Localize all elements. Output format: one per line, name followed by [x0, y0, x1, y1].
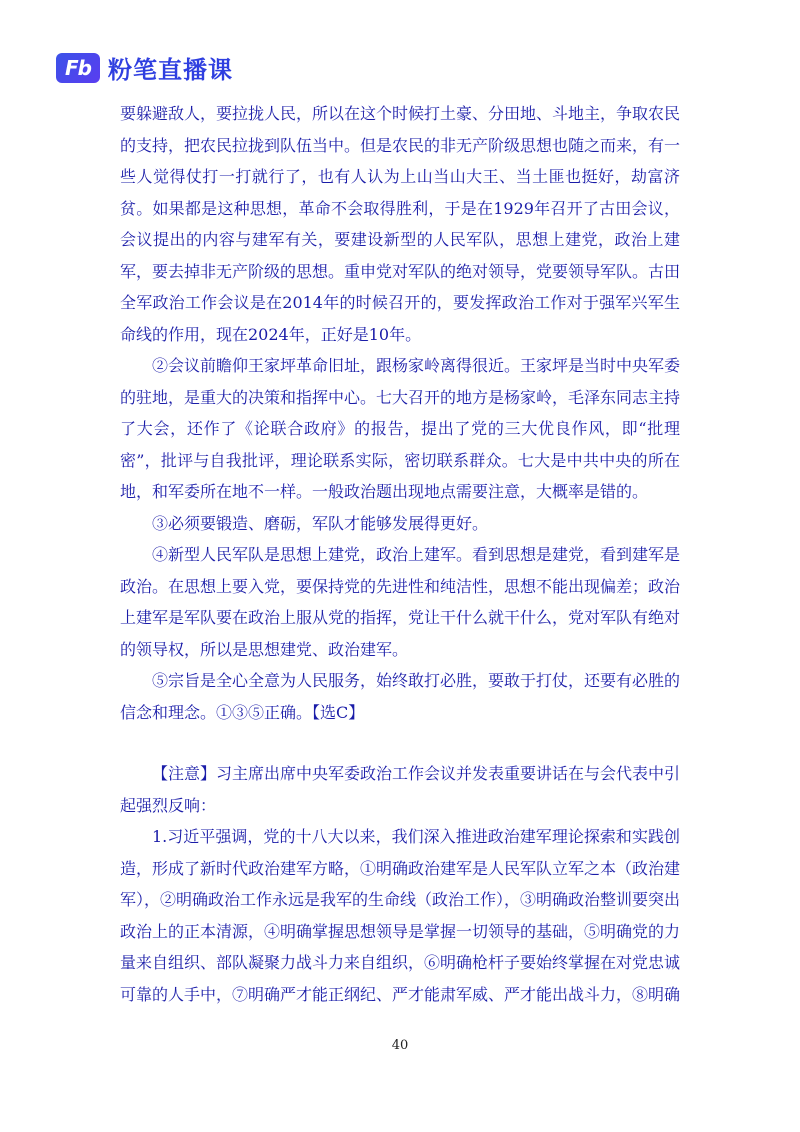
brand-logo: Fb [56, 53, 100, 83]
note-paragraph: 【注意】习主席出席中央军委政治工作会议并发表重要讲话在与会代表中引起强烈反响： [120, 764, 681, 815]
paragraph-1: 要躲避敌人，要拉拢人民，所以在这个时候打土豪、分田地、斗地主，争取农民的支持，把农民拉拢到队伍当中。但是农民的非无产阶级思想也随之而来，有一些人觉得仗打一打就行了，也有人认为上山当山大王、当土匪也挺好，劫富济贫。如果都是这种思想，革命不会取得胜利，于是在1929年召开了古田会议，会议提出的内容与建军有关，要建设新型的人民军队，思想上建党，政治上建军，要去掉非无产阶级的思想。重申党对军队的绝对领导，党要领导军队。古田全军政治工作会议是在2014年的时候召开的，要发挥政治工作对于强军兴军生命线的作用，现在2024年，正好是10年。 [120, 104, 681, 344]
paragraph-3: ③必须要锻造、磨砺，军队才能够发展得更好。 [152, 513, 489, 533]
paragraph-2: ②会议前瞻仰王家坪革命旧址，跟杨家岭离得很近。王家坪是当时中央军委的驻地，是重大的决策和指挥中心。七大召开的地方是杨家岭，毛泽东同志主持了大会，还作了《论联合政府》的报告，提出了党的三大优良作风，即“批理密”，批评与自我批评，理论联系实际，密切联系群众。七大是中共中央的所在地，和军委所在地不一样。一般政治题出现地点需要注意，大概率是错的。 [120, 356, 681, 501]
header [56, 50, 233, 85]
paragraph-7: 1.习近平强调，党的十八大以来，我们深入推进政治建军理论探索和实践创造，形成了新时代政治建军方略，①明确政治建军是人民军队立军之本（政治建军），②明确政治工作永远是我军的生命线（政治工作），③明确政治整训要突出政治上的正本清源，④明确掌握思想领导是掌握一切领导的基础，⑤明确党的力量来自组织、部队凝聚力战斗力来自组织，⑥明确枪杆子要始终掌握在对党忠诚可靠的人手中，⑦明确严才能正纲纪、严才能肃军威、严才能出战斗力，⑧明确 [120, 827, 681, 1004]
brand-name: 粉笔直播课 [108, 56, 233, 84]
page-number: 40 [391, 1038, 409, 1053]
body-text [120, 98, 680, 1010]
paragraph-4: ④新型人民军队是思想上建党，政治上建军。看到思想是建党，看到建军是政治。在思想上要入党，要保持党的先进性和纯洁性，思想不能出现偏差；政治上建军是军队要在政治上服从党的指挥，党让干什么就干什么，党对军队有绝对的领导权，所以是思想建党、政治建军。 [120, 545, 681, 659]
paragraph-5: ⑤宗旨是全心全意为人民服务，始终敢打必胜，要敢于打仗，还要有必胜的信念和理念。①③⑤正确。【选C】 [120, 671, 681, 722]
